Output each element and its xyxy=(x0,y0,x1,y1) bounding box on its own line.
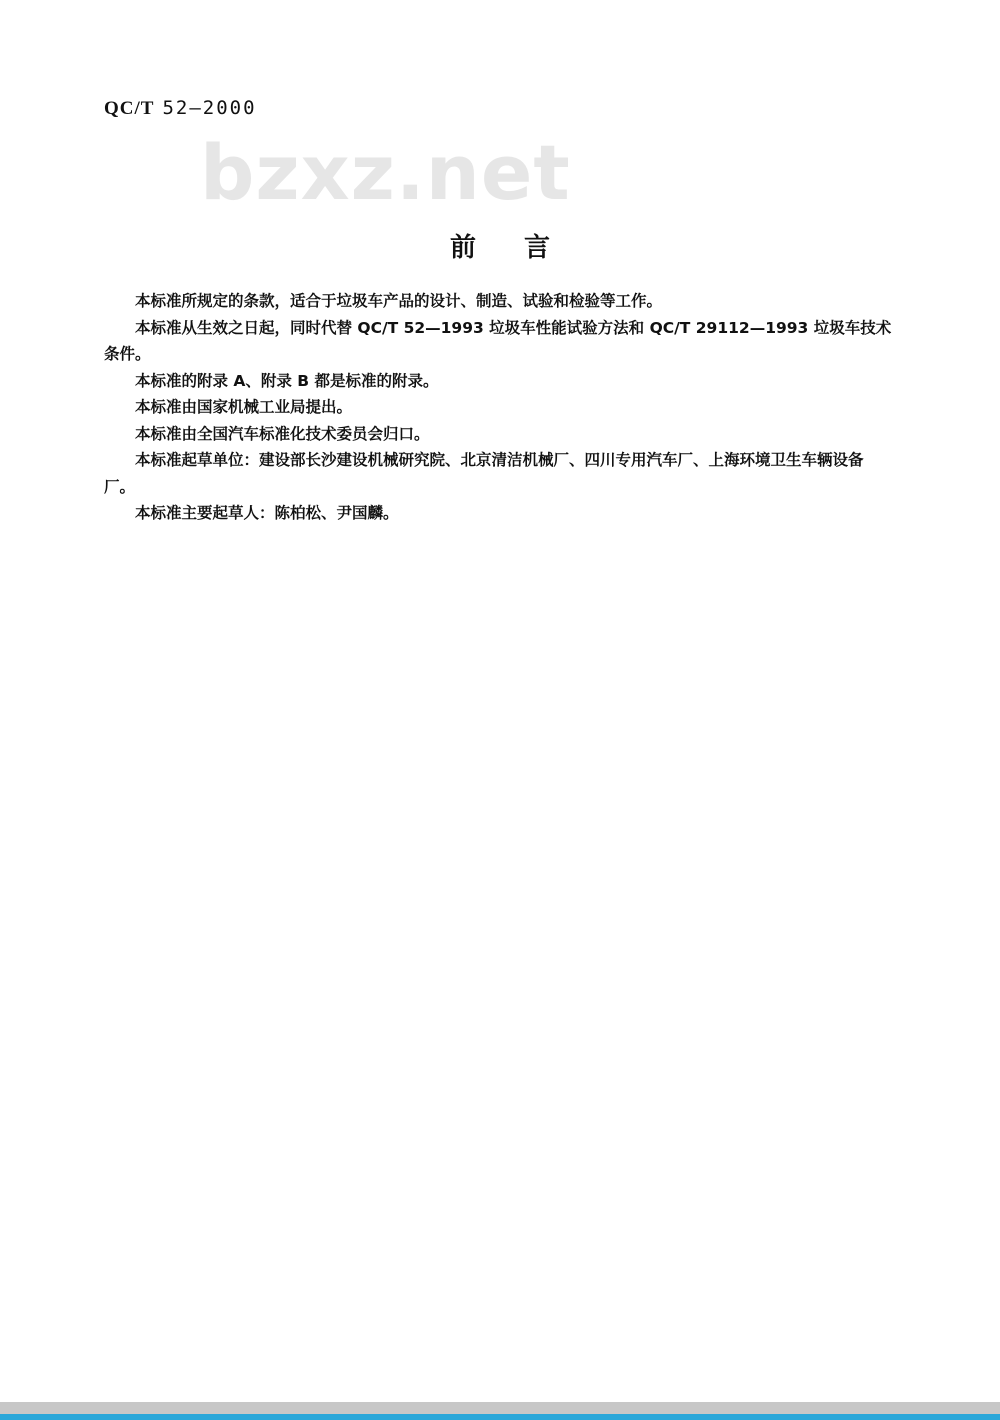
paragraph: 本标准由国家机械工业局提出。 xyxy=(135,398,353,416)
paragraph: 本标准起草单位：建设部长沙建设机械研究院、北京清洁机械厂、四川专用汽车厂、上海环境卫生车辆设备厂。 xyxy=(104,451,864,496)
foreword-body xyxy=(104,288,894,527)
document-code-prefix: QC/T xyxy=(104,98,155,119)
page-title: 前言 xyxy=(449,233,598,263)
document-code xyxy=(104,96,257,121)
paragraph: 本标准从生效之日起，同时代替 QC/T 52—1993 垃圾车性能试验方法和 QC/T 29112—1993 垃圾车技术条件。 xyxy=(104,318,892,363)
paragraph: 本标准的附录 A、附录 B 都是标准的附录。 xyxy=(135,371,439,390)
document-code-number: 52—2000 xyxy=(162,97,257,119)
paragraph: 本标准所规定的条款，适合于垃圾车产品的设计、制造、试验和检验等工作。 xyxy=(135,292,663,310)
paragraph: 本标准由全国汽车标准化技术委员会归口。 xyxy=(135,424,430,443)
watermark-text: bzxz.net xyxy=(200,128,571,217)
footer-bar xyxy=(0,1402,1000,1420)
paragraph: 本标准主要起草人：陈柏松、尹国麟。 xyxy=(135,504,399,522)
footer-gray-stripe xyxy=(0,1402,1000,1414)
footer-blue-stripe xyxy=(0,1414,1000,1420)
